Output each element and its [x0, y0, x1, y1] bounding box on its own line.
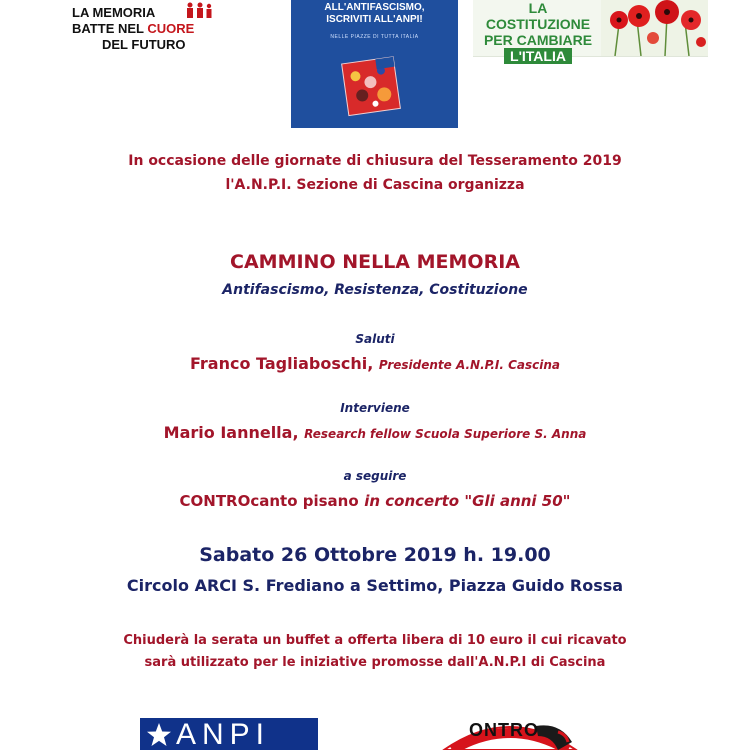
intro-line-2: l'A.N.P.I. Sezione di Cascina organizza — [225, 177, 525, 193]
closing-line-2: sarà utilizzato per le iniziative promosse dall'A.N.P.I di Cascina — [144, 655, 606, 670]
saluti-label: Saluti — [355, 332, 395, 346]
speaker-2 — [0, 422, 750, 445]
controcanto-logo — [440, 712, 580, 750]
costituzione-poster — [473, 0, 708, 64]
closing-line-1: Chiuderà la serata un buffet a offerta libera di 10 euro il cui ricavato — [123, 633, 627, 648]
anpi-logo — [140, 718, 318, 750]
memoria-logo — [72, 0, 217, 58]
interviene-label: Interviene — [340, 401, 410, 415]
event-place: Circolo ARCI S. Frediano a Settimo, Piazza Guido Rossa — [126, 576, 624, 595]
event-date: Sabato 26 Ottobre 2019 h. 19.00 — [199, 544, 551, 566]
controcanto-logo-text: ONTRO — [469, 720, 539, 740]
seguire-label: a seguire — [343, 469, 407, 483]
speaker-1 — [0, 353, 750, 376]
memoria-line1: LA MEMORIA — [72, 5, 156, 20]
speaker-2-name: Mario Iannella, — [163, 423, 299, 442]
speaker-1-role: Presidente A.N.P.I. Cascina — [378, 358, 560, 372]
memoria-line2: BATTE NEL CUORE — [72, 21, 195, 36]
event-subtitle: Antifascismo, Resistenza, Costituzione — [222, 282, 528, 298]
event-title: CAMMINO NELLA MEMORIA — [230, 251, 520, 273]
anpi-logo-text: ANPI — [176, 718, 271, 751]
concert-name: CONTROcanto pisano — [179, 492, 359, 510]
concert — [0, 490, 750, 512]
concert-text: in concerto "Gli anni 50" — [364, 492, 571, 510]
tesseramento-poster — [291, 0, 458, 128]
speaker-1-name: Franco Tagliaboschi, — [190, 354, 374, 373]
intro-line-1: In occasione delle giornate di chiusura del Tesseramento 2019 — [128, 153, 622, 169]
membership-card-icon — [339, 54, 405, 118]
costituzione-text: LA COSTITUZIONE PER CAMBIARE L'ITALIA — [483, 0, 593, 64]
poppies-icon — [601, 0, 708, 56]
tesseramento-headline: ALL'ANTIFASCISMO, ISCRIVITI ALL'ANPI! — [324, 2, 425, 25]
tesseramento-tagline: NELLE PIAZZE DI TUTTA ITALIA — [330, 34, 419, 40]
star-icon — [146, 722, 172, 748]
speaker-2-role: Research fellow Scuola Superiore S. Anna — [304, 427, 587, 441]
memoria-line3: DEL FUTURO — [102, 37, 186, 52]
